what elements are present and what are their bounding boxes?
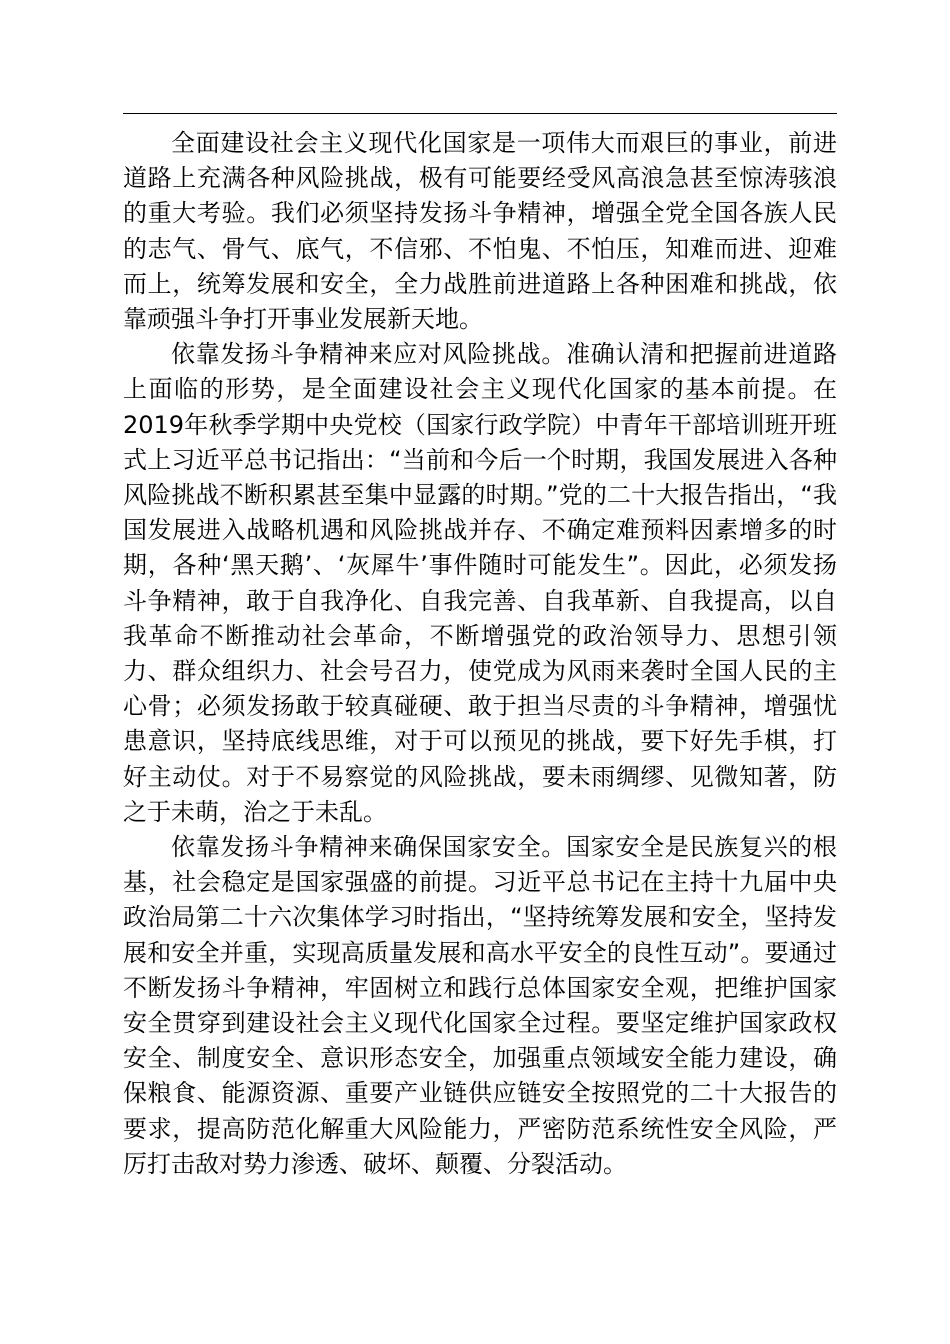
- paragraph-2: 依靠发扬斗争精神来应对风险挑战。准确认清和把握前进道路上面临的形势，是全面建设社会主义现代化国家的基本前提。在2019年秋季学期中央党校（国家行政学院）中青年干部培训班开班式上习近平总书记指出：“当前和今后一个时期，我国发展进入各种风险挑战不断积累甚至集中显露的时期。”党的二十大报告指出，“我国发展进入战略机遇和风险挑战并存、不确定难预料因素增多的时期，各种‘黑天鹅’、‘灰犀牛’事件随时可能发生”。因此，必须发扬斗争精神，敢于自我净化、自我完善、自我革新、自我提高，以自我革命不断推动社会革命，不断增强党的政治领导力、思想引领力、群众组织力、社会号召力，使党成为风雨来袭时全国人民的主心骨；必须发扬敢于较真碰硬、敢于担当尽责的斗争精神，增强忧患意识，坚持底线思维，对于可以预见的挑战，要下好先手棋，打好主动仗。对于不易察觉的风险挑战，要未雨绸缪、见微知著，防之于未萌，治之于未乱。: [123, 340, 837, 826]
- paragraph-3: 依靠发扬斗争精神来确保国家安全。国家安全是民族复兴的根基，社会稳定是国家强盛的前提。习近平总书记在主持十九届中央政治局第二十六次集体学习时指出，“坚持统筹发展和安全，坚持发展和安全并重，实现高质量发展和高水平安全的良性互动”。要通过不断发扬斗争精神，牢固树立和践行总体国家安全观，把维护国家安全贯穿到建设社会主义现代化国家全过程。要坚定维护国家政权安全、制度安全、意识形态安全，加强重点领域安全能力建设，确保粮食、能源资源、重要产业链供应链安全按照党的二十大报告的要求，提高防范化解重大风险能力，严密防范系统性安全风险，严厉打击敌对势力渗透、破坏、颠覆、分裂活动。: [123, 833, 837, 1178]
- paragraph-1: 全面建设社会主义现代化国家是一项伟大而艰巨的事业，前进道路上充满各种风险挑战，极有可能要经受风高浪急甚至惊涛骇浪的重大考验。我们必须坚持发扬斗争精神，增强全党全国各族人民的志气、骨气、底气，不信邪、不怕鬼、不怕压，知难而进、迎难而上，统筹发展和安全，全力战胜前进道路上各种困难和挑战，依靠顽强斗争打开事业发展新天地。: [123, 129, 837, 334]
- header-rule: [123, 113, 837, 114]
- document-body: [123, 126, 837, 1182]
